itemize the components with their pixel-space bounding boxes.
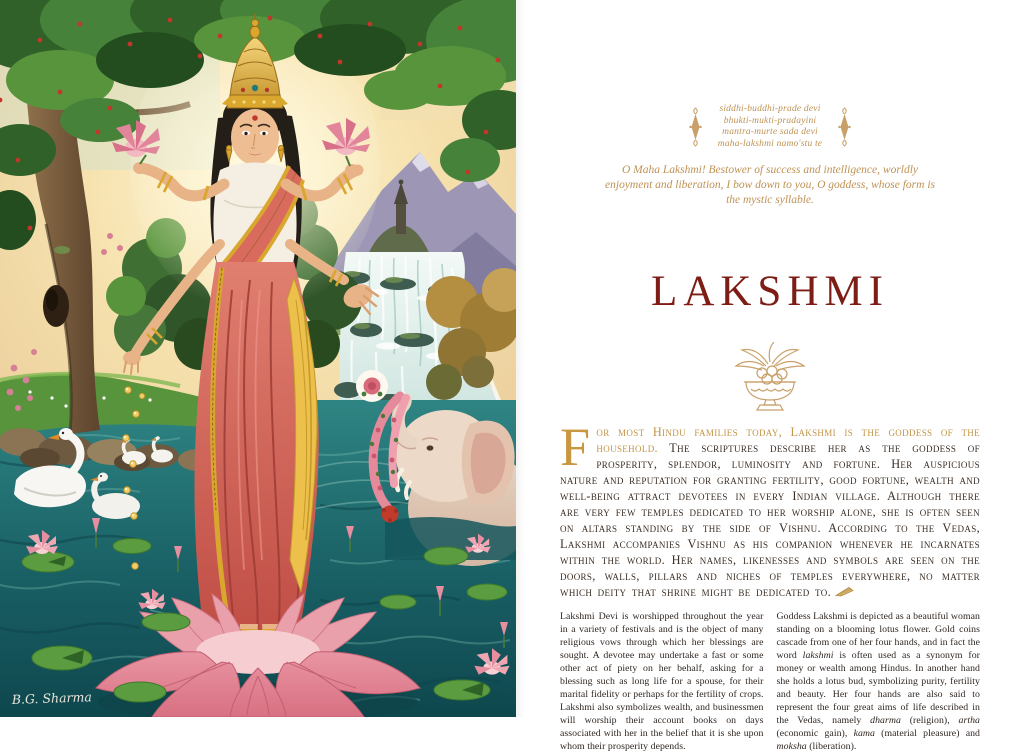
body-columns: [560, 610, 980, 753]
basket-ornament-icon: [729, 342, 811, 412]
text-column-right: Goddess Lakshmi is depicted as a beautiful woman standing on a blooming lotus flower. Gold coins cascade from one of her four hands, and in fact the word lakshmi is often used as a synonym for money or wealth among Hindus. In another hand she holds a lotus bud, symbolizing purity, fertility and beauty. Her four hands are also said to represent the four great aims of life described in the Vedas, namely dharma (religion), artha (economic gain), kama (material pleasure) and moksha (liberation).: [776, 610, 980, 752]
rose-medallion: [356, 370, 388, 402]
lead-intro: or most Hindu families today, Lakshmi is the goddess of the household.: [596, 424, 980, 455]
end-ornament-icon: [835, 586, 855, 597]
sanskrit-verse: [718, 104, 822, 150]
painting-lakshmi: [0, 0, 516, 717]
sanskrit-line: mantra-murte sada devi: [722, 127, 818, 137]
artist-signature: B.G. Sharma: [11, 689, 93, 707]
lead-body: The scriptures describe her as the goddess of prosperity, splendor, luminosity and fortune. Her auspicious nature and reputation for granting fertility, good fortune, wealth and well-being attract devotees in every Indian village. Although there are very few temples dedicated to her worship alone, she is often seen on altars standing by the side of Vishnu. According to the Vedas, Lakshmi accompanies Vishnu as his companion whenever he incarnates within the world. Her names, likenesses and symbols are seen on the doors, walls, pillars and niches of temples everywhere, no matter which deity that shrine might be dedicated to.: [560, 440, 980, 599]
right-page: [516, 0, 1024, 752]
sanskrit-line: siddhi-buddhi-prade devi: [719, 104, 821, 114]
lead-paragraph: [560, 416, 980, 600]
drop-cap: F: [560, 416, 591, 477]
invocation: [560, 104, 980, 150]
verse-ornament-right-icon: [838, 107, 851, 147]
page-gutter: [516, 0, 525, 717]
left-page: [0, 0, 516, 717]
verse-ornament-left-icon: [689, 107, 702, 147]
sanskrit-line: maha-lakshmi namo'stu te: [717, 138, 823, 149]
sanskrit-line: bhukti-mukti-pradayini: [723, 115, 817, 126]
verse-translation: O Maha Lakshmi! Bestower of success and intelligence, worldly enjoyment and liberation, I bow down to you, O goddess, whose form is the mystic syllable.: [605, 164, 935, 206]
text-column-left: Lakshmi Devi is worshipped throughout the year in a variety of festivals and is the object of many religious vows through which her blessings are sought. A devotee may undertake a fast or some other act of piety on her behalf, asking for a blessing such as long life for a spouse, for their marital fidelity or perhaps for the fertility of crops. Lakshmi also symbolizes wealth, and businessmen will worship their account books on days associated with her in the belief that it is she upon whom their prosperity depends.: [560, 610, 764, 752]
chapter-title: LAKSHMI: [651, 268, 889, 315]
